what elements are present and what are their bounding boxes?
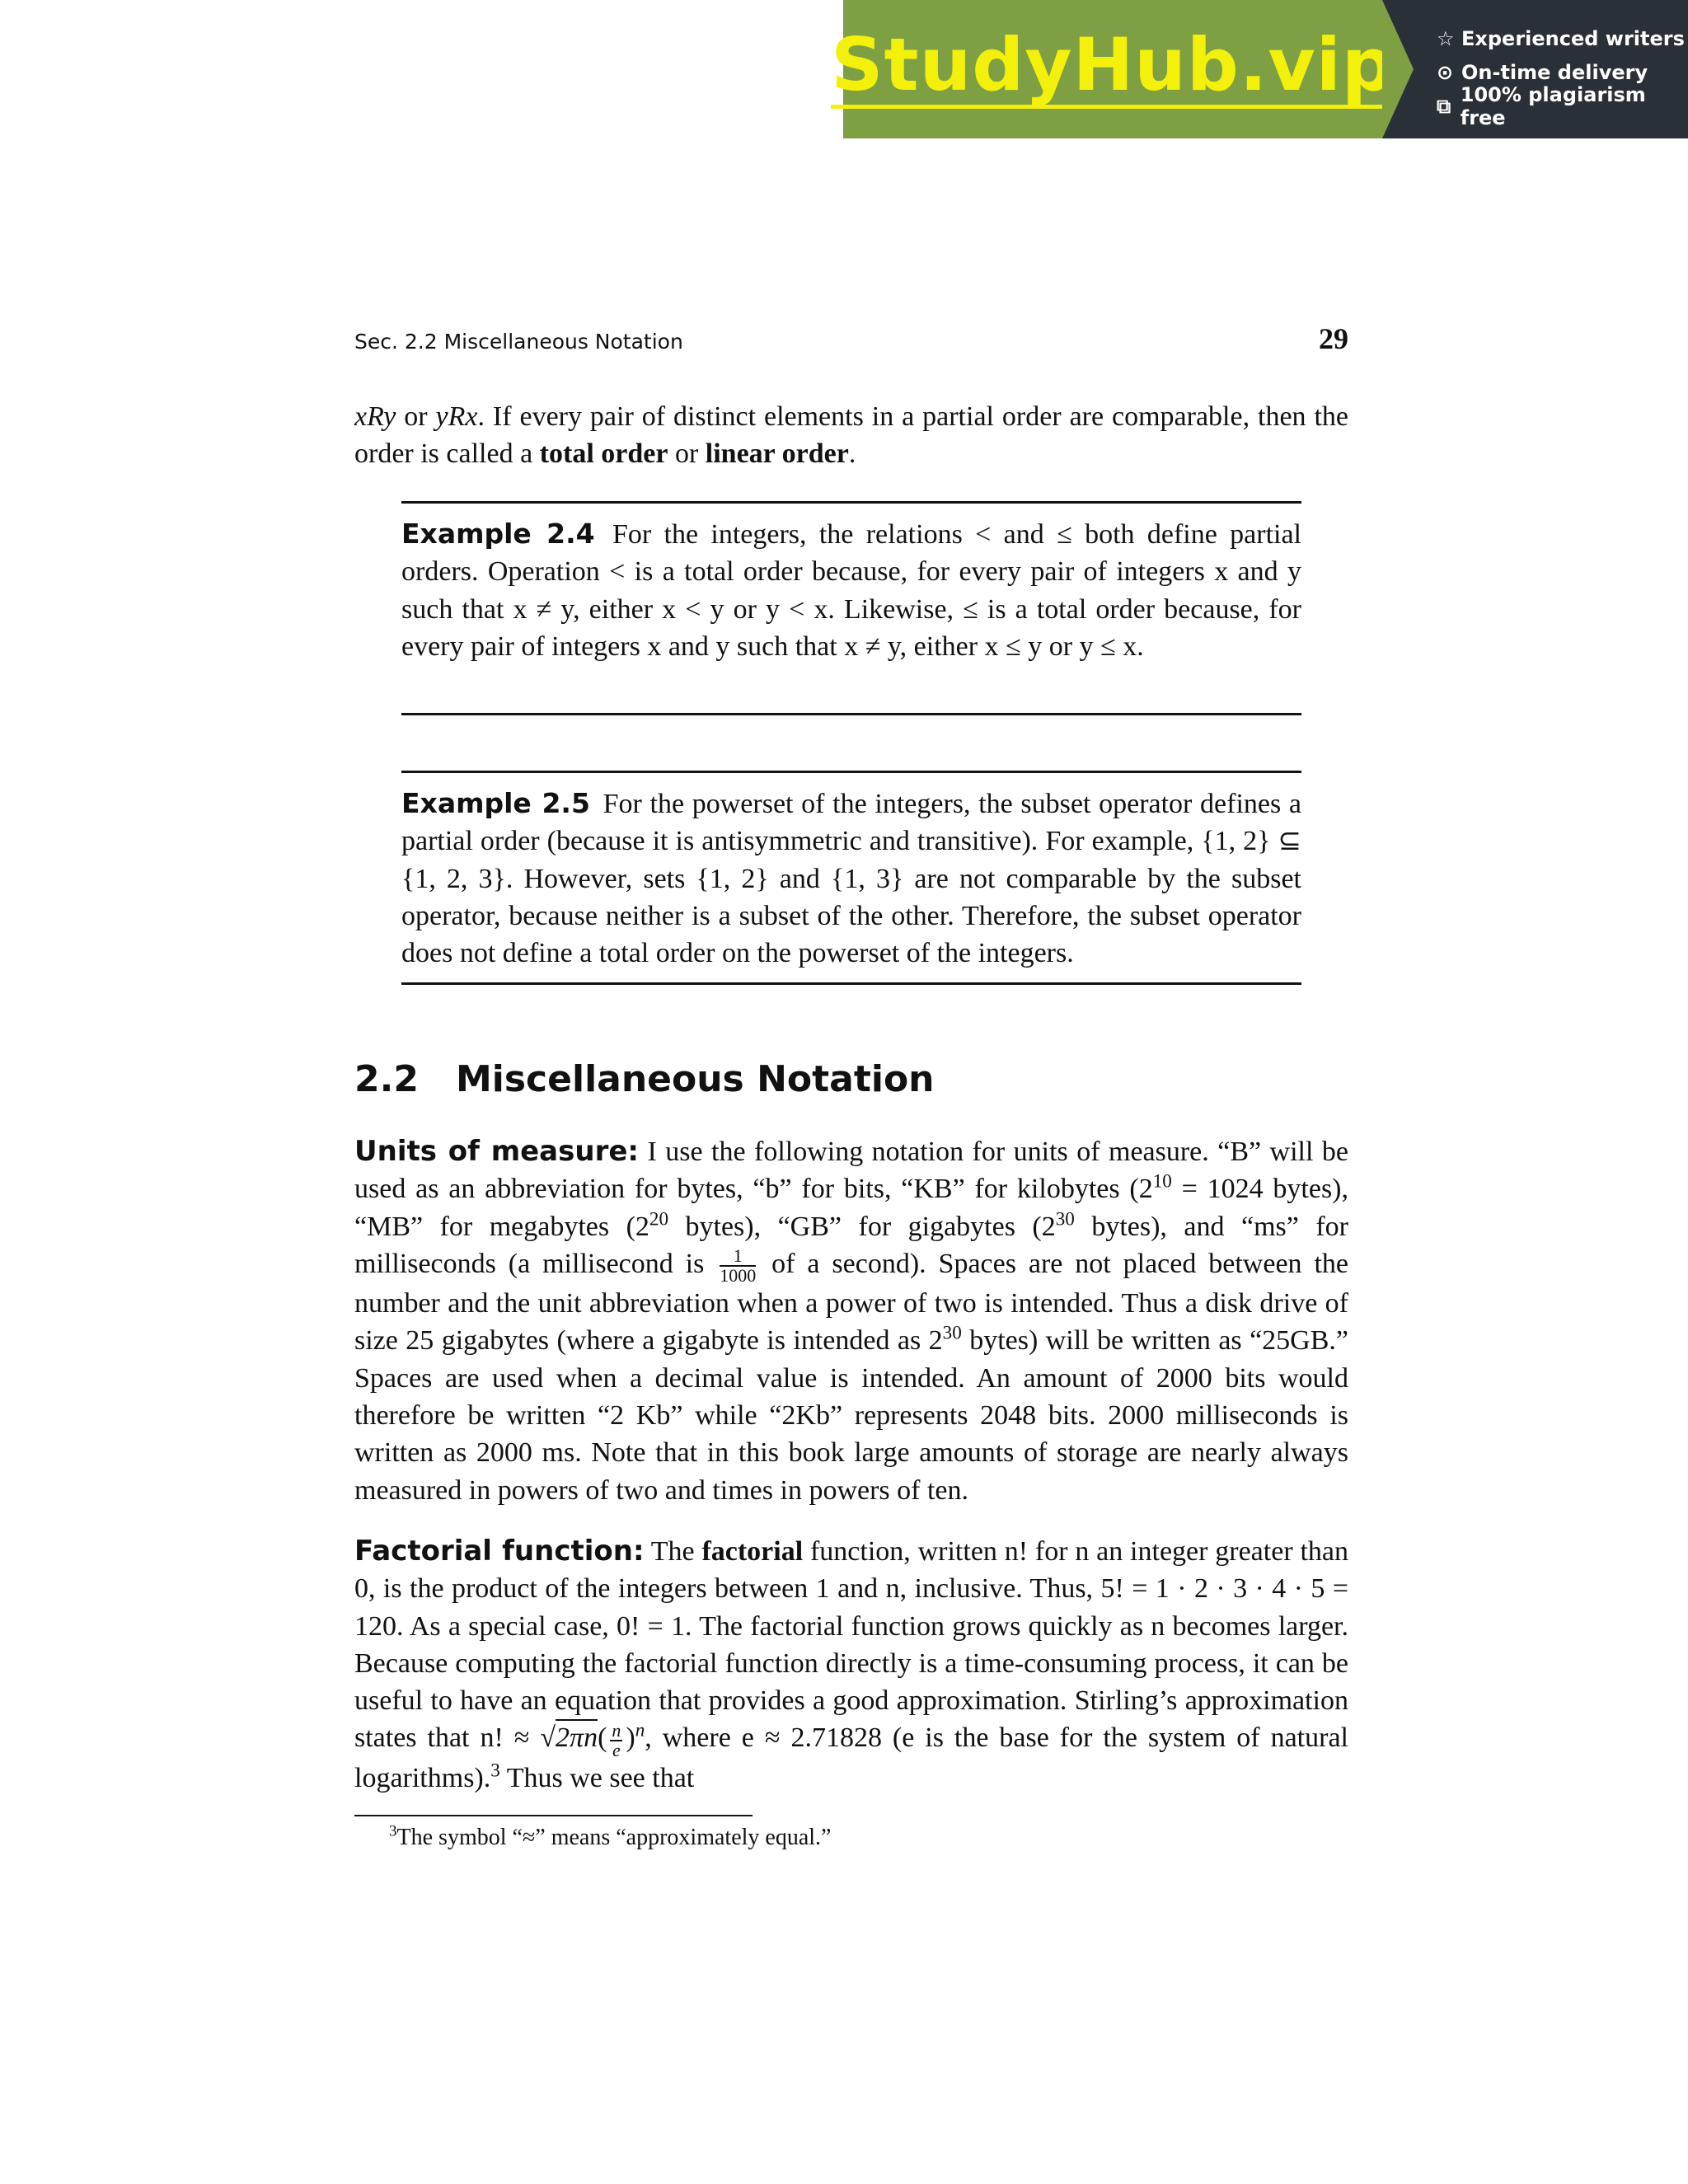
example-text: For the integers, the relations < and ≤ both define partial orders. Operation < is a total order because, for every pair of integers x and y such that x ≠ y, either x < y or y < x. Likewise, ≤ is a total order because, for every pair of integers x and y such that x ≠ y, either x ≤ y or y ≤ x. [401,519,1301,662]
feature-label: On-time delivery [1461,60,1648,84]
intro-paragraph: xRy or yRx. If every pair of distinct elements in a partial order are comparable, then the order is called a total order or linear order. [354,401,1348,470]
factorial-heading: Factorial function: [354,1535,645,1568]
feature-experienced-writers [1437,21,1688,55]
sqrt-sign: √ [540,1722,556,1754]
example-text: For the powerset of the integers, the subset operator defines a partial order (because it is antisymmetric and transitive). For example, {1, 2} ⊆ {1, 2, 3}. However, sets {1, 2} and {1, 3} are not comparable by the subset operator, because neither is a subset of the other. Therefore, the subset operator does not define a total order on the powerset of the integers. [401,789,1302,969]
running-head [354,321,1348,356]
example-2-4 [401,501,1301,715]
term-factorial: factorial [701,1536,804,1567]
example-label: Example 2.4 [401,518,595,550]
banner-logo-panel [831,0,1395,138]
term-linear-order: linear order [705,438,849,470]
fraction-n-over-e: $\frac{n}{e}$ [612,1719,621,1760]
example-label: Example 2.5 [401,787,590,819]
section-header: Sec. 2.2 Miscellaneous Notation [354,330,683,354]
units-paragraph: Units of measure: I use the following notation for units of measure. “B” will be used as an abbreviation for bytes, “b” for bits, “KB” for kilobytes ($2^{10} = 1024$ bytes), “MB” for megabytes ($2^{20}$ bytes), “GB” for gigabytes ($2^{30}$ bytes), and “ms” for milliseconds (a millisecond is $\frac{1}{1000}$ of a second). Spaces are not placed between the number and the unit abbreviation when a power of two is intended. Thus a disk drive of size 25 gigabytes (where a gigabyte is intended as $2^{30}$ bytes) will be written as “25GB.” Spaces are used when a decimal value is intended. An amount of 2000 bits would therefore be written “2 Kb” while “2Kb” represents 2048 bits. 2000 milliseconds is written as 2000 ms. Note that in this book large amounts of storage are nearly always measured in powers of two and times in powers of ten. [354,1135,1349,1506]
section-title: Miscellaneous Notation [456,1058,935,1100]
footnote-rule [354,1815,753,1816]
copy-icon: ⧉ [1437,94,1451,118]
math-yrx: yRx [435,401,478,432]
clock-icon: ⊙ [1437,60,1454,84]
ad-banner[interactable] [831,0,1688,138]
factorial-paragraph: Factorial function: The factorial function, written n! for n an integer greater than 0, is the product of the integers between 1 and n, inclusive. Thus, 5! = 1 · 2 · 3 · 4 · 5 = 120. As a special case, 0! = 1. The factorial function grows quickly as n becomes larger. Because computing the factorial function directly is a time-consuming process, it can be useful to have an equation that provides a good approximation. Stirling’s approximation states that n! ≈ √2πn( $\frac{n}{e}$ )$^n$, where e ≈ 2.71828 (e is the base for the system of natural logarithms).$^3$ Thus we see that [354,1535,1348,1793]
star-icon: ☆ [1437,26,1455,50]
feature-plagiarism-free [1437,82,1688,129]
studyhub-logo: StudyHub.vip [831,21,1395,107]
page-number: 29 [1319,322,1348,355]
units-heading: Units of measure: [354,1135,639,1168]
footnote-text: The symbol “≈” means “approximately equal.” [396,1825,832,1850]
footnote-marker[interactable]: 3 [490,1759,500,1781]
section-heading [354,1058,935,1100]
feature-label: Experienced writers [1461,26,1685,50]
banner-features [1382,0,1688,138]
feature-label: 100% plagiarism free [1460,82,1646,129]
math-xry: xRy [354,401,396,432]
footnote-number: 3 [389,1822,397,1840]
term-total-order: total order [539,438,668,470]
section-number: 2.2 [354,1058,419,1100]
sqrt-body: 2πn [556,1719,598,1753]
example-2-5 [401,771,1301,985]
footnote [389,1821,831,1854]
fraction-one-thousandth: $\frac{1}{1000}$ [720,1245,757,1286]
